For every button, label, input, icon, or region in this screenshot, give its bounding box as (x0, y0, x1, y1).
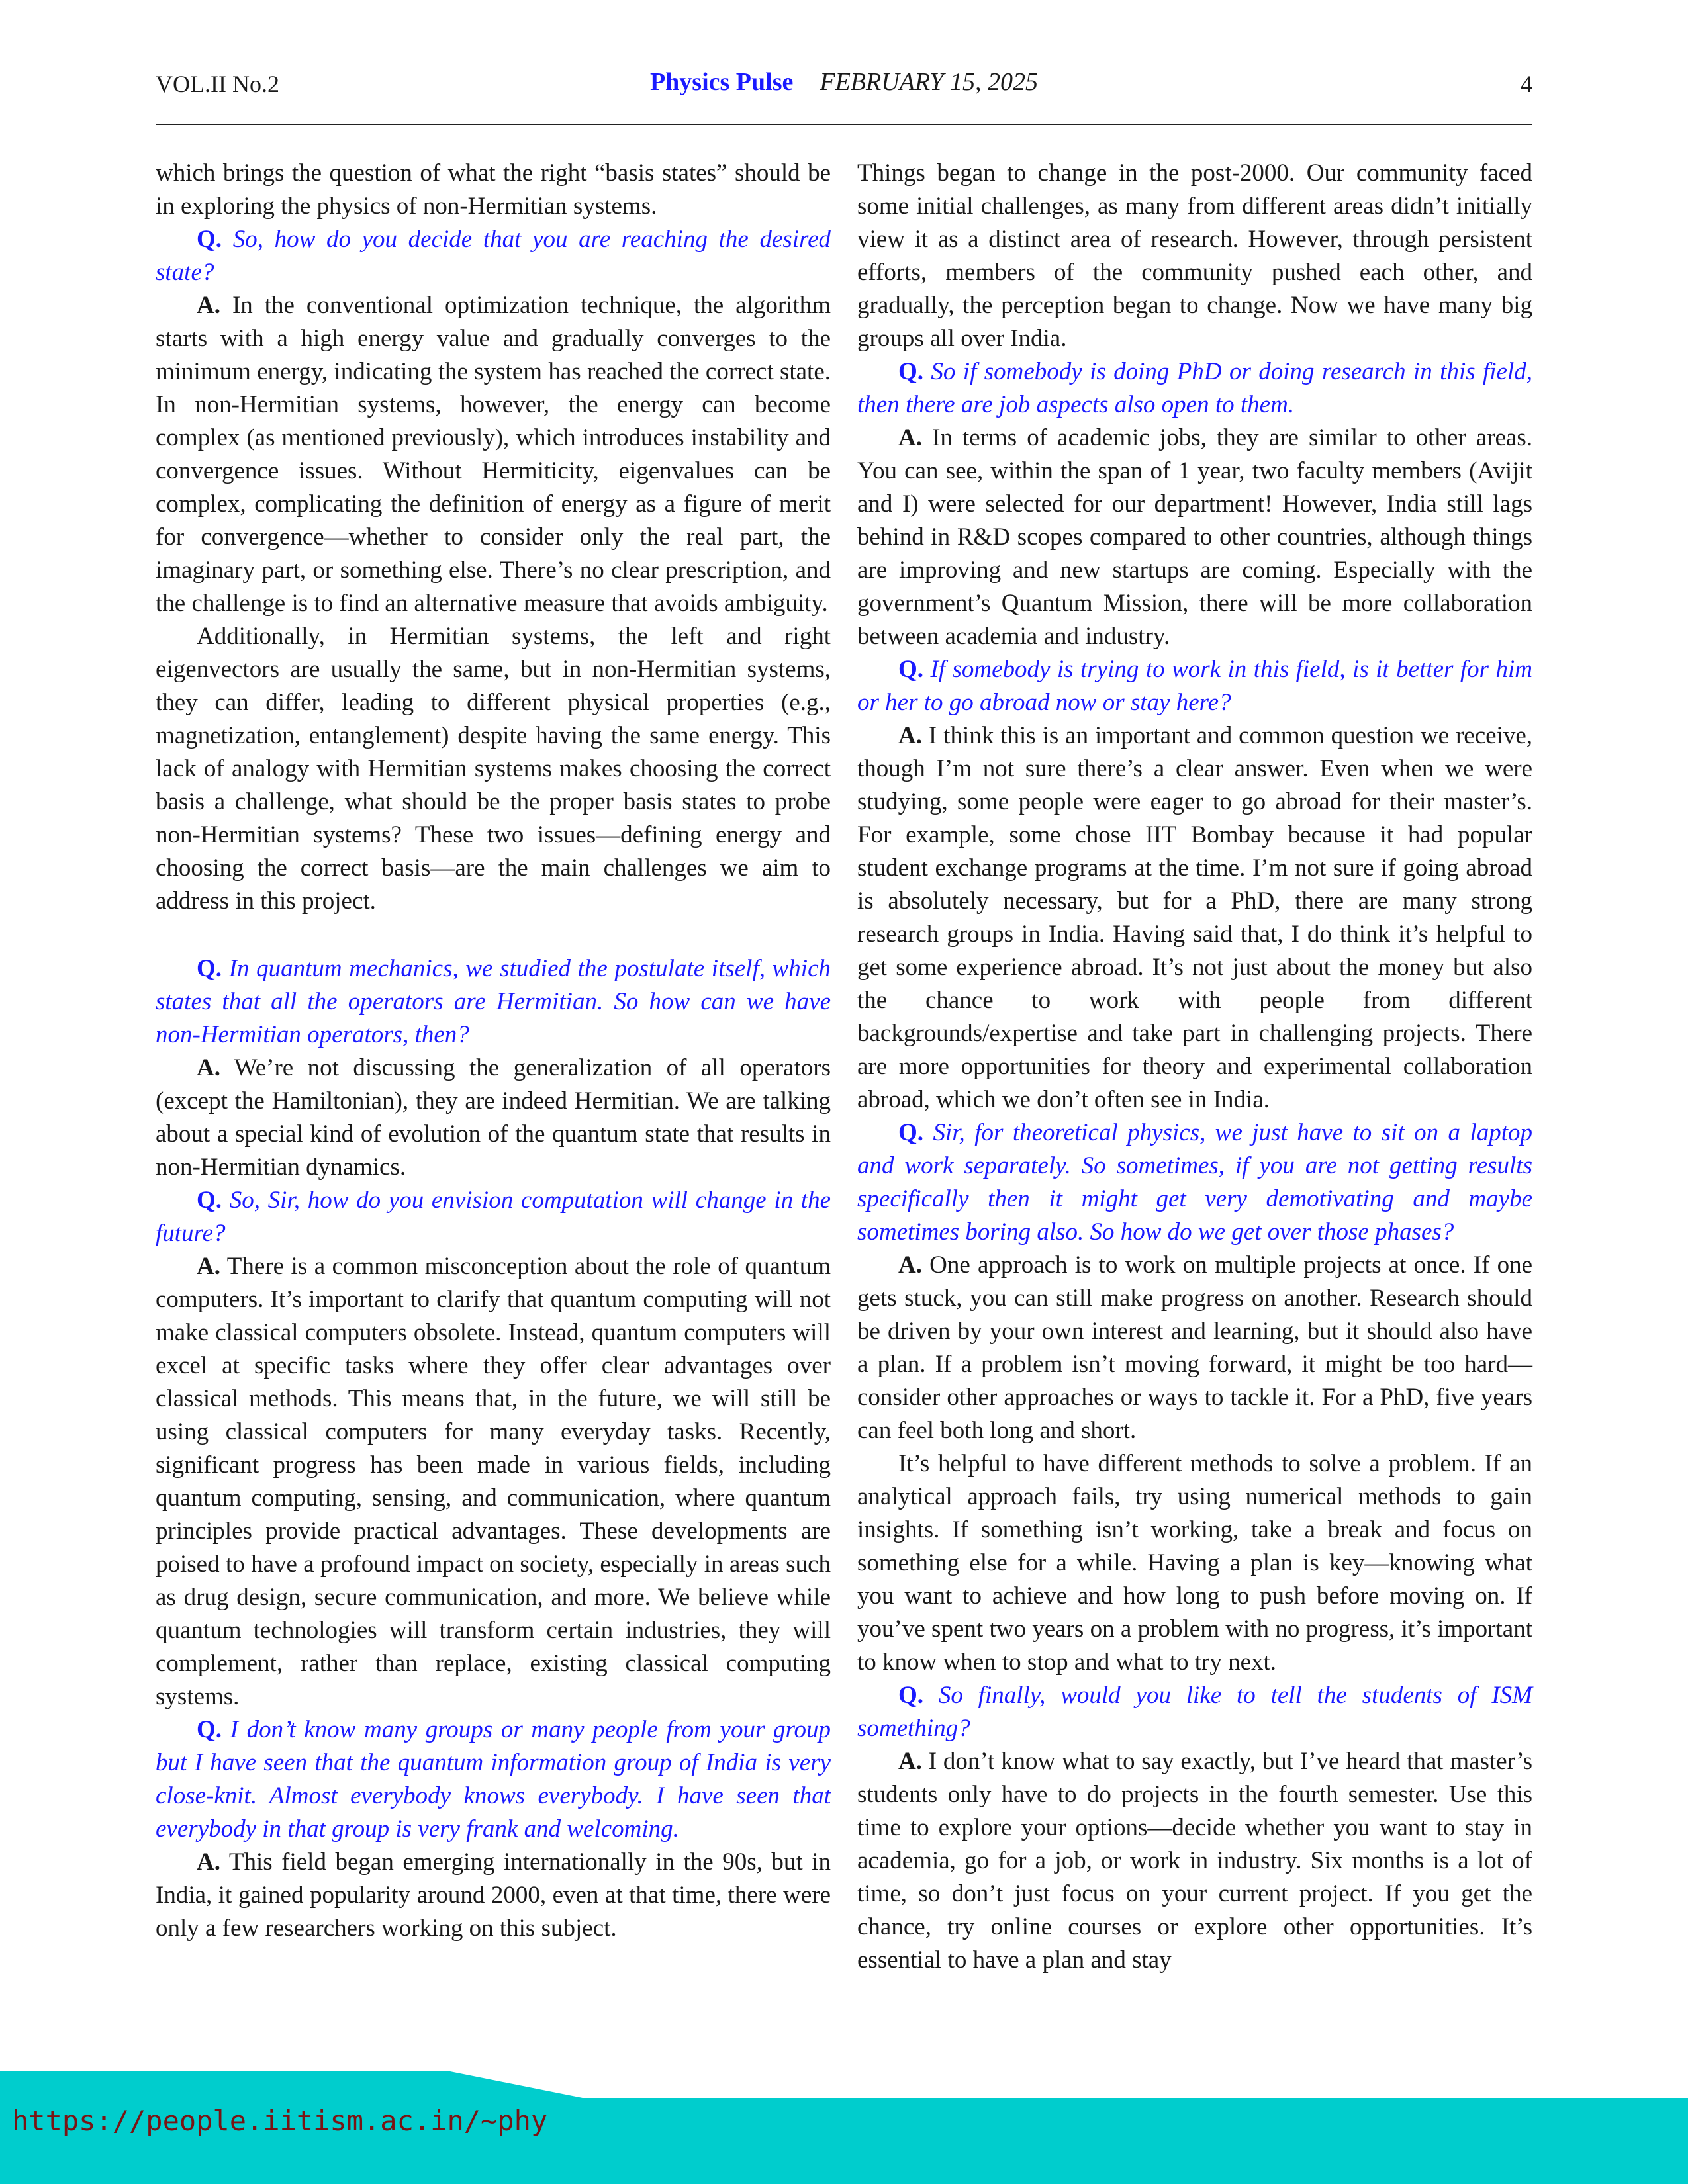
answer-text: There is a common misconception about the role of quantum computers. It’s important to clarify that quantum computing will not make classical computers obsolete. Instead, quantum computers will excel at specific tasks where they offer clear advantages over classical methods. This means that, in the future, we will still be using classical computers for many everyday tasks. Recently, significant progress has been made in various fields, including quantum computing, sensing, and communication, where quantum principles provide practical advantages. These developments are poised to have a profound impact on society, especially in areas such as drug design, secure communication, and more. We believe while quantum technologies will transform certain industries, they will complement, rather than replace, existing classical computing systems. (156, 1253, 831, 1710)
answer-paragraph (857, 1745, 1532, 1977)
body-paragraph: It’s helpful to have different methods to solve a problem. If an analytical approach fails, try using numerical methods to gain insights. If something isn’t working, take a break and focus on something else for a while. Having a plan is key—knowing what you want to achieve and how long to push before moving on. If you’ve spent two years on a problem with no progress, it’s important to know when to stop and what to try next. (857, 1450, 1532, 1676)
answer-paragraph (857, 719, 1532, 1116)
right-column (857, 157, 1532, 1977)
question-paragraph (857, 653, 1532, 719)
question-marker: Q. (898, 358, 924, 385)
answer-paragraph (156, 1846, 831, 1945)
question-paragraph (156, 952, 831, 1052)
question-text: If somebody is trying to work in this field, is it better for him or her to go abroad now or stay here? (857, 656, 1533, 716)
answer-paragraph (156, 289, 831, 620)
question-paragraph (156, 223, 831, 289)
question-marker: Q. (197, 955, 222, 982)
question-text: Sir, for theoretical physics, we just have to sit on a laptop and work separately. So sometimes, if you are not getting results specifically then it might get very demotivating and maybe sometimes boring also. So how do we get over those phases? (857, 1119, 1533, 1246)
question-paragraph (857, 355, 1532, 422)
footer-url-link[interactable]: https://people.iitism.ac.in/~phy (12, 2105, 548, 2137)
question-text: In quantum mechanics, we studied the postulate itself, which states that all the operators are Hermitian. So how can we have non-Hermitian operators, then? (156, 955, 831, 1048)
answer-marker: A. (197, 1848, 220, 1876)
question-marker: Q. (898, 656, 924, 683)
question-text: So, Sir, how do you envision computation will change in the future? (156, 1187, 831, 1247)
answer-text: I don’t know what to say exactly, but I’ve heard that master’s students only have to do projects in the fourth semester. Use this time to explore your options—decide whether you want to stay in academia, go for a job, or work in industry. Six months is a lot of time, so don’t just focus on your current project. If you get the chance, try online courses or explore other opportunities. It’s essential to have a plan and stay (857, 1748, 1532, 1974)
question-marker: Q. (898, 1682, 924, 1709)
volume-label: VOL.II No.2 (156, 71, 279, 97)
question-text: I don’t know many groups or many people from your group but I have seen that the quantum information group of India is very close-knit. Almost everybody knows everybody. I have seen that everybody in that group is very frank and welcoming. (156, 1716, 831, 1843)
answer-text: In the conventional optimization technique, the algorithm starts with a high energy value and gradually converges to the minimum energy, indicating the system has reached the correct state. In non-Hermitian systems, however, the energy can become complex (as mentioned previously), which introduces instability and convergence issues. Without Hermiticity, eigenvalues can be complex, complicating the definition of energy as a figure of merit for convergence—whether to consider only the real part, the imaginary part, or something else. There’s no clear prescription, and the challenge is to find an alternative measure that avoids ambiguity. (156, 292, 831, 617)
question-paragraph (857, 1679, 1532, 1745)
issue-date: FEBRUARY 15, 2025 (820, 68, 1039, 96)
question-text: So, how do you decide that you are reaching the desired state? (156, 226, 831, 286)
question-paragraph (857, 1116, 1532, 1249)
answer-marker: A. (898, 722, 922, 749)
answer-marker: A. (197, 1253, 220, 1280)
answer-paragraph (156, 1250, 831, 1713)
question-marker: Q. (197, 1187, 222, 1214)
answer-text: In terms of academic jobs, they are similar to other areas. You can see, within the span of 1 year, two faculty members (Avijit and I) were selected for our department! However, India still lags behind in R&D scopes compared to other countries, although things are improving and new startups are coming. Especially with the government’s Quantum Mission, there will be more collaboration between academia and industry. (857, 424, 1533, 650)
page-header (156, 65, 1532, 105)
answer-paragraph (857, 422, 1532, 653)
body-paragraph: Additionally, in Hermitian systems, the left and right eigenvectors are usually the same, but in non-Hermitian systems, they can differ, leading to different physical properties (e.g., magnetization, entanglement) despite having the same energy. This lack of analogy with Hermitian systems makes choosing the correct basis a challenge, what should be the proper basis states to probe non-Hermitian systems? These two issues—defining energy and choosing the correct basis—are the main challenges we aim to address in this project. (156, 623, 831, 915)
answer-marker: A. (898, 1748, 922, 1775)
header-rule (156, 124, 1532, 125)
answer-text: We’re not discussing the generalization of all operators (except the Hamiltonian), they are indeed Hermitian. We are talking about a special kind of evolution of the quantum state that results in non-Hermitian dynamics. (156, 1054, 831, 1181)
answer-text: I think this is an important and common question we receive, though I’m not sure there’s a clear answer. Even when we were studying, some people were eager to go abroad for their master’s. For example, some chose IIT Bombay because it had popular student exchange programs at the time. I’m not sure if going abroad is absolutely necessary, but for a PhD, there are many strong research groups in India. Having said that, I do think it’s helpful to get some experience abroad. It’s not just about the money but also the chance to work with people from different backgrounds/expertise and take part in challenging projects. There are more opportunities for theory and experimental collaboration abroad, which we don’t often see in India. (857, 722, 1532, 1113)
answer-paragraph (857, 1249, 1532, 1447)
answer-paragraph (156, 1052, 831, 1184)
question-marker: Q. (898, 1119, 924, 1146)
question-paragraph (156, 1184, 831, 1250)
answer-marker: A. (197, 292, 220, 319)
question-marker: Q. (197, 226, 222, 253)
body-paragraph: which brings the question of what the right “basis states” should be in exploring the physics of non-Hermitian systems. (156, 159, 831, 220)
question-text: So if somebody is doing PhD or doing research in this field, then there are job aspects also open to them. (857, 358, 1533, 418)
newsletter-title: Physics Pulse (649, 68, 794, 96)
masthead (156, 68, 1532, 97)
answer-marker: A. (898, 424, 922, 451)
page-number: 4 (1521, 71, 1532, 97)
paragraph-gap (156, 918, 831, 952)
answer-marker: A. (197, 1054, 220, 1081)
question-marker: Q. (197, 1716, 222, 1743)
answer-text: One approach is to work on multiple projects at once. If one gets stuck, you can still make progress on another. Research should be driven by your own interest and learning, but it should also have a plan. If a problem isn’t moving forward, it might be too hard—consider other approaches or ways to tackle it. For a PhD, five years can feel both long and short. (857, 1251, 1532, 1444)
question-text: So finally, would you like to tell the students of ISM something? (857, 1682, 1533, 1742)
answer-marker: A. (898, 1251, 922, 1279)
left-column (156, 157, 831, 1945)
question-paragraph (156, 1713, 831, 1846)
answer-text: This field began emerging internationally in the 90s, but in India, it gained popularity around 2000, even at that time, there were only a few researchers working on this subject. (156, 1848, 831, 1942)
body-paragraph: Things began to change in the post-2000. Our community faced some initial challenges, as many from different areas didn’t initially view it as a distinct area of research. However, through persistent efforts, members of the community pushed each other, and gradually, the perception began to change. Now we have many big groups all over India. (857, 159, 1532, 352)
